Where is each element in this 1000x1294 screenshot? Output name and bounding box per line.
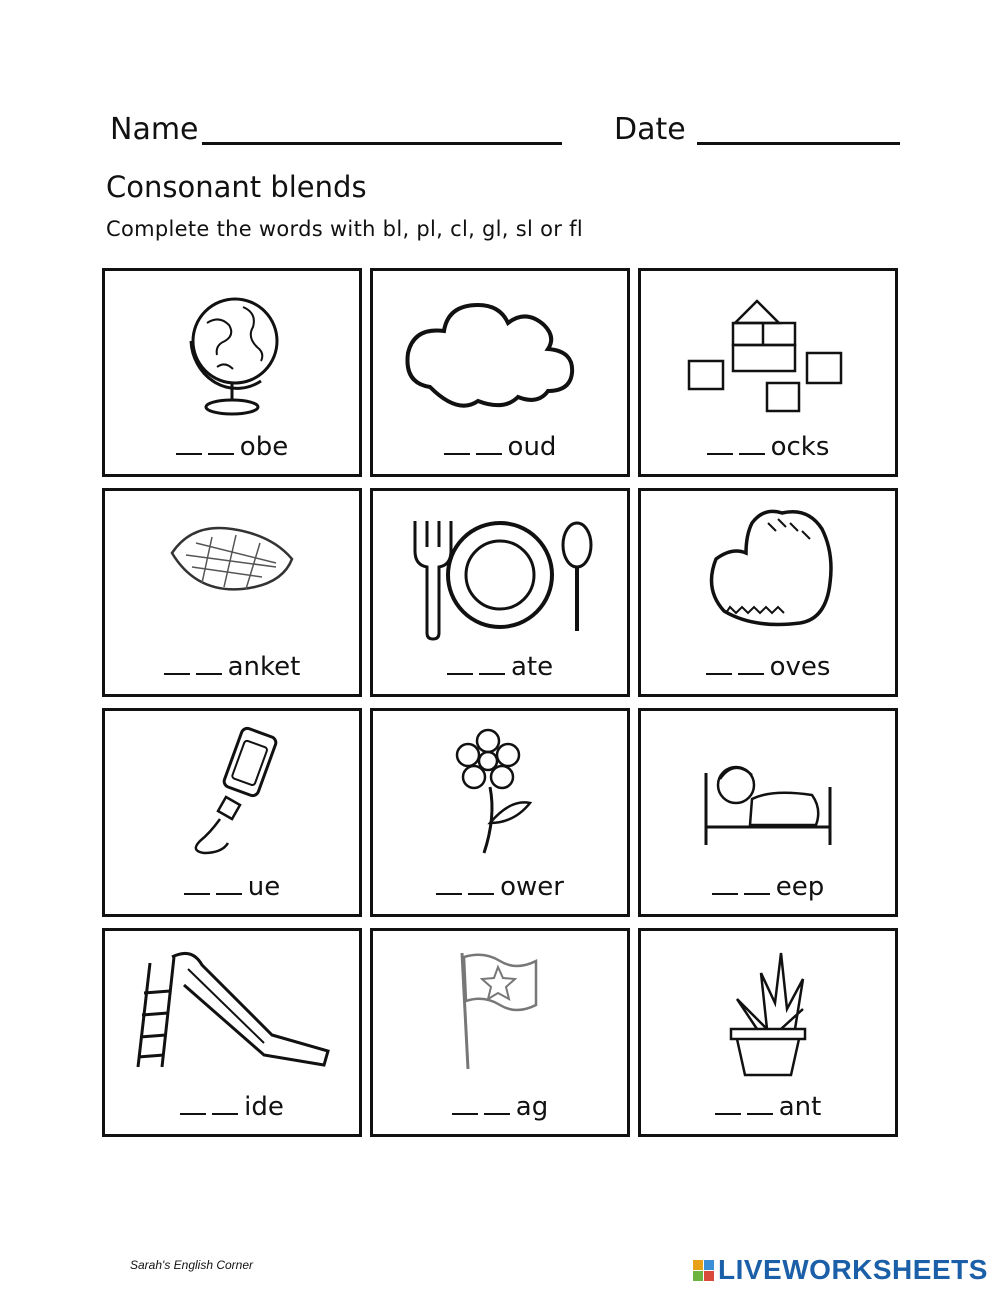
name-field[interactable] [202,142,562,145]
flag-icon [450,943,550,1073]
word-prompt: oves [641,652,895,682]
card-globe [102,268,362,477]
card-sleep [638,708,898,917]
word-prompt: ocks [641,432,895,462]
card-flag [370,928,630,1137]
word-prompt: oud [373,432,627,462]
card-flower [370,708,630,917]
word-prompt: ate [373,652,627,682]
card-slide [102,928,362,1137]
card-plant [638,928,898,1137]
word-prompt: obe [105,432,359,462]
word-prompt: ag [373,1092,627,1122]
liveworksheets-logo[interactable] [693,1254,988,1286]
cloud-icon [400,283,600,413]
name-label: Name [110,112,199,147]
worksheet-title: Consonant blends [106,170,367,204]
logo-blocks-icon [693,1260,714,1281]
date-label: Date [614,112,686,147]
glue-icon [182,723,282,863]
plate-icon [395,503,605,643]
blanket-icon [152,503,312,613]
word-prompt: ower [373,872,627,902]
card-glove [638,488,898,697]
word-prompt: ide [105,1092,359,1122]
flower-icon [450,723,550,863]
word-prompt: ue [105,872,359,902]
word-prompt: eep [641,872,895,902]
plant-icon [713,943,823,1083]
footer-credit: Sarah's English Corner [130,1258,254,1272]
globe-icon [177,283,287,423]
sleep-icon [698,723,838,853]
card-blanket [102,488,362,697]
slide-icon [132,943,332,1073]
card-blocks [638,268,898,477]
word-prompt: ant [641,1092,895,1122]
blocks-icon [683,283,853,423]
instructions: Complete the words with bl, pl, cl, gl, sl or fl [106,217,583,241]
date-field[interactable] [697,142,900,145]
glove-icon [698,503,838,633]
card-glue [102,708,362,917]
card-cloud [370,268,630,477]
word-prompt: anket [105,652,359,682]
logo-text: LIVEWORKSHEETS [718,1254,988,1285]
card-plate [370,488,630,697]
